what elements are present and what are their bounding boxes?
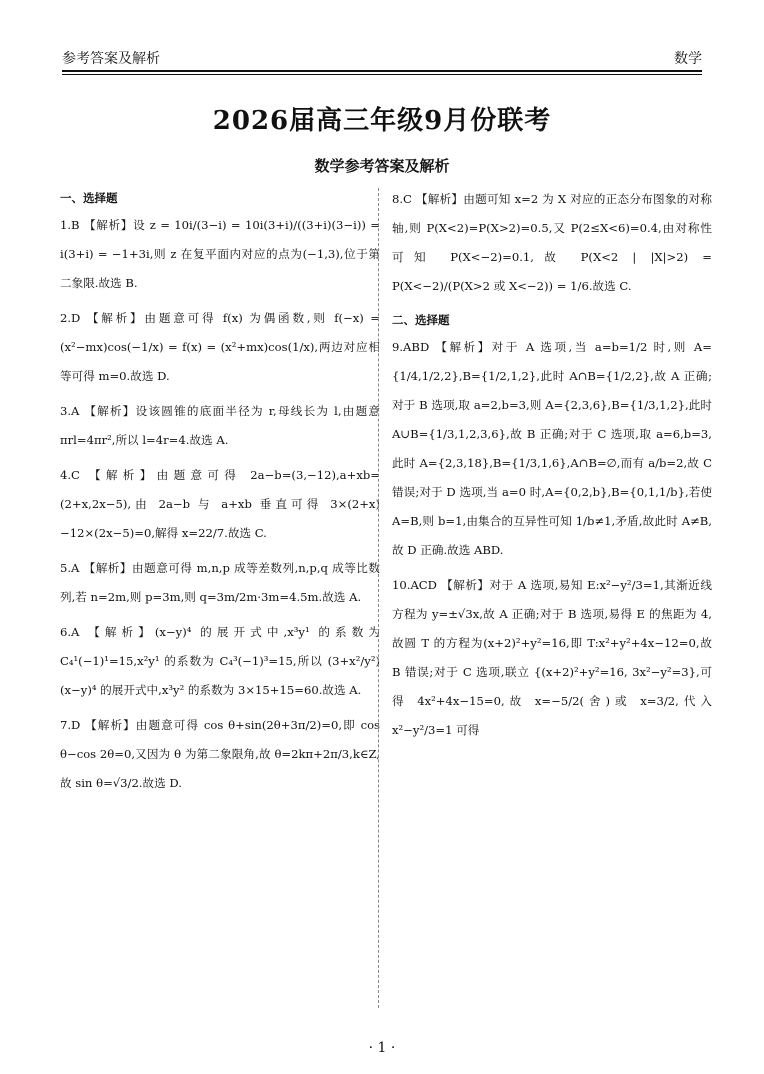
section-heading: 一、选择题 <box>60 191 118 205</box>
page-number: · 1 · <box>368 1040 396 1056</box>
answer-item: 5.A 【解析】由题意可得 m,n,p 成等差数列,n,p,q 成等比数列,若 n=2m,则 p=3m,则 q=3m/2m·3m=4.5m.故选 A. <box>60 561 380 604</box>
page-title: 2026届高三年级9月份联考 <box>212 106 552 136</box>
header-subject-label: 数学 <box>674 51 702 67</box>
page-subtitle: 数学参考答案及解析 <box>314 157 450 175</box>
answer-item: 9.ABD 【解析】对于 A 选项,当 a=b=1/2 时,则 A={1/4,1/2,2},B={1/2,1,2},此时 A∩B={1/2,2},故 A 正确;对于 B 选项,取 a=2,b=3,则 A={2,3,6},B={1/3,1,2},此时 A∪B={1/3,1,2,3,6},故 B 正确;对于 C 选项,取 a=6,b=3,此时 A={2,3,18},B={1/3,1,6},A∩B=∅,而有 a/b=2,故 C 错误;对于 D 选项,当 a=0 时,A={0,2,b},B={0,1,1/b},若使 A=B,则 b=1,由集合的互异性可知 1/b≠1,矛盾,故此时 A≠B,故 D 正确.故选 ABD. <box>392 340 712 557</box>
header-rule-thin <box>62 74 702 75</box>
answer-item: 4.C 【解析】由题意可得 2a−b=(3,−12),a+xb=(2+x,2x−5),由 2a−b 与 a+xb 垂直可得 3×(2+x)−12×(2x−5)=0,解得 x=22/7.故选 C. <box>60 468 380 540</box>
header-left-label: 参考答案及解析 <box>62 51 160 67</box>
answer-item: 7.D 【解析】由题意可得 cos θ+sin(2θ+3π/2)=0,即 cos θ−cos 2θ=0,又因为 θ 为第二象限角,故 θ=2kπ+2π/3,k∈Z,故 sin θ=√3/2.故选 D. <box>60 718 380 790</box>
answer-item: 6.A 【解析】(x−y)⁴ 的展开式中,x³y¹ 的系数为 C₄¹(−1)¹=15,x²y¹ 的系数为 C₄³(−1)³=15,所以 (3+x²/y²)(x−y)⁴ 的展开式中,x³y² 的系数为 3×15+15=60.故选 A. <box>60 625 380 697</box>
left-column <box>60 185 380 804</box>
right-column <box>392 185 712 751</box>
answer-item: 3.A 【解析】设该圆锥的底面半径为 r,母线长为 l,由题意 πrl=4πr²,所以 l=4r=4.故选 A. <box>60 404 380 447</box>
column-divider <box>378 188 379 1008</box>
answer-item: 2.D 【解析】由题意可得 f(x) 为偶函数,则 f(−x) = (x²−mx)cos(−1/x) = f(x) = (x²+mx)cos(1/x),两边对应相等可得 m=0.故选 D. <box>60 311 380 383</box>
answer-item: 10.ACD 【解析】对于 A 选项,易知 E:x²−y²/3=1,其渐近线方程为 y=±√3x,故 A 正确;对于 B 选项,易得 E 的焦距为 4,故圆 T 的方程为(x+2)²+y²=16,即 T:x²+y²+4x−12=0,故 B 错误;对于 C 选项,联立 {(x+2)²+y²=16, 3x²−y²=3},可得 4x²+4x−15=0,故 x=−5/2(舍)或 x=3/2,代入 x²−y²/3=1 可得 <box>392 578 712 737</box>
running-header <box>62 48 702 70</box>
answer-item: 1.B 【解析】设 z = 10i/(3−i) = 10i(3+i)/((3+i)(3−i)) = i(3+i) = −1+3i,则 z 在复平面内对应的点为(−1,3),位于第二象限.故选 B. <box>60 218 380 290</box>
header-rule-thick <box>62 70 702 72</box>
answer-item: 8.C 【解析】由题可知 x=2 为 X 对应的正态分布图象的对称轴,则 P(X<2)=P(X>2)=0.5,又 P(2≤X<6)=0.4,由对称性可知 P(X<−2)=0.1,故 P(X<2 | |X|>2) = P(X<−2)/(P(X>2 或 X<−2)) = 1/6.故选 C. <box>392 192 712 293</box>
section-heading: 二、选择题 <box>392 313 450 327</box>
